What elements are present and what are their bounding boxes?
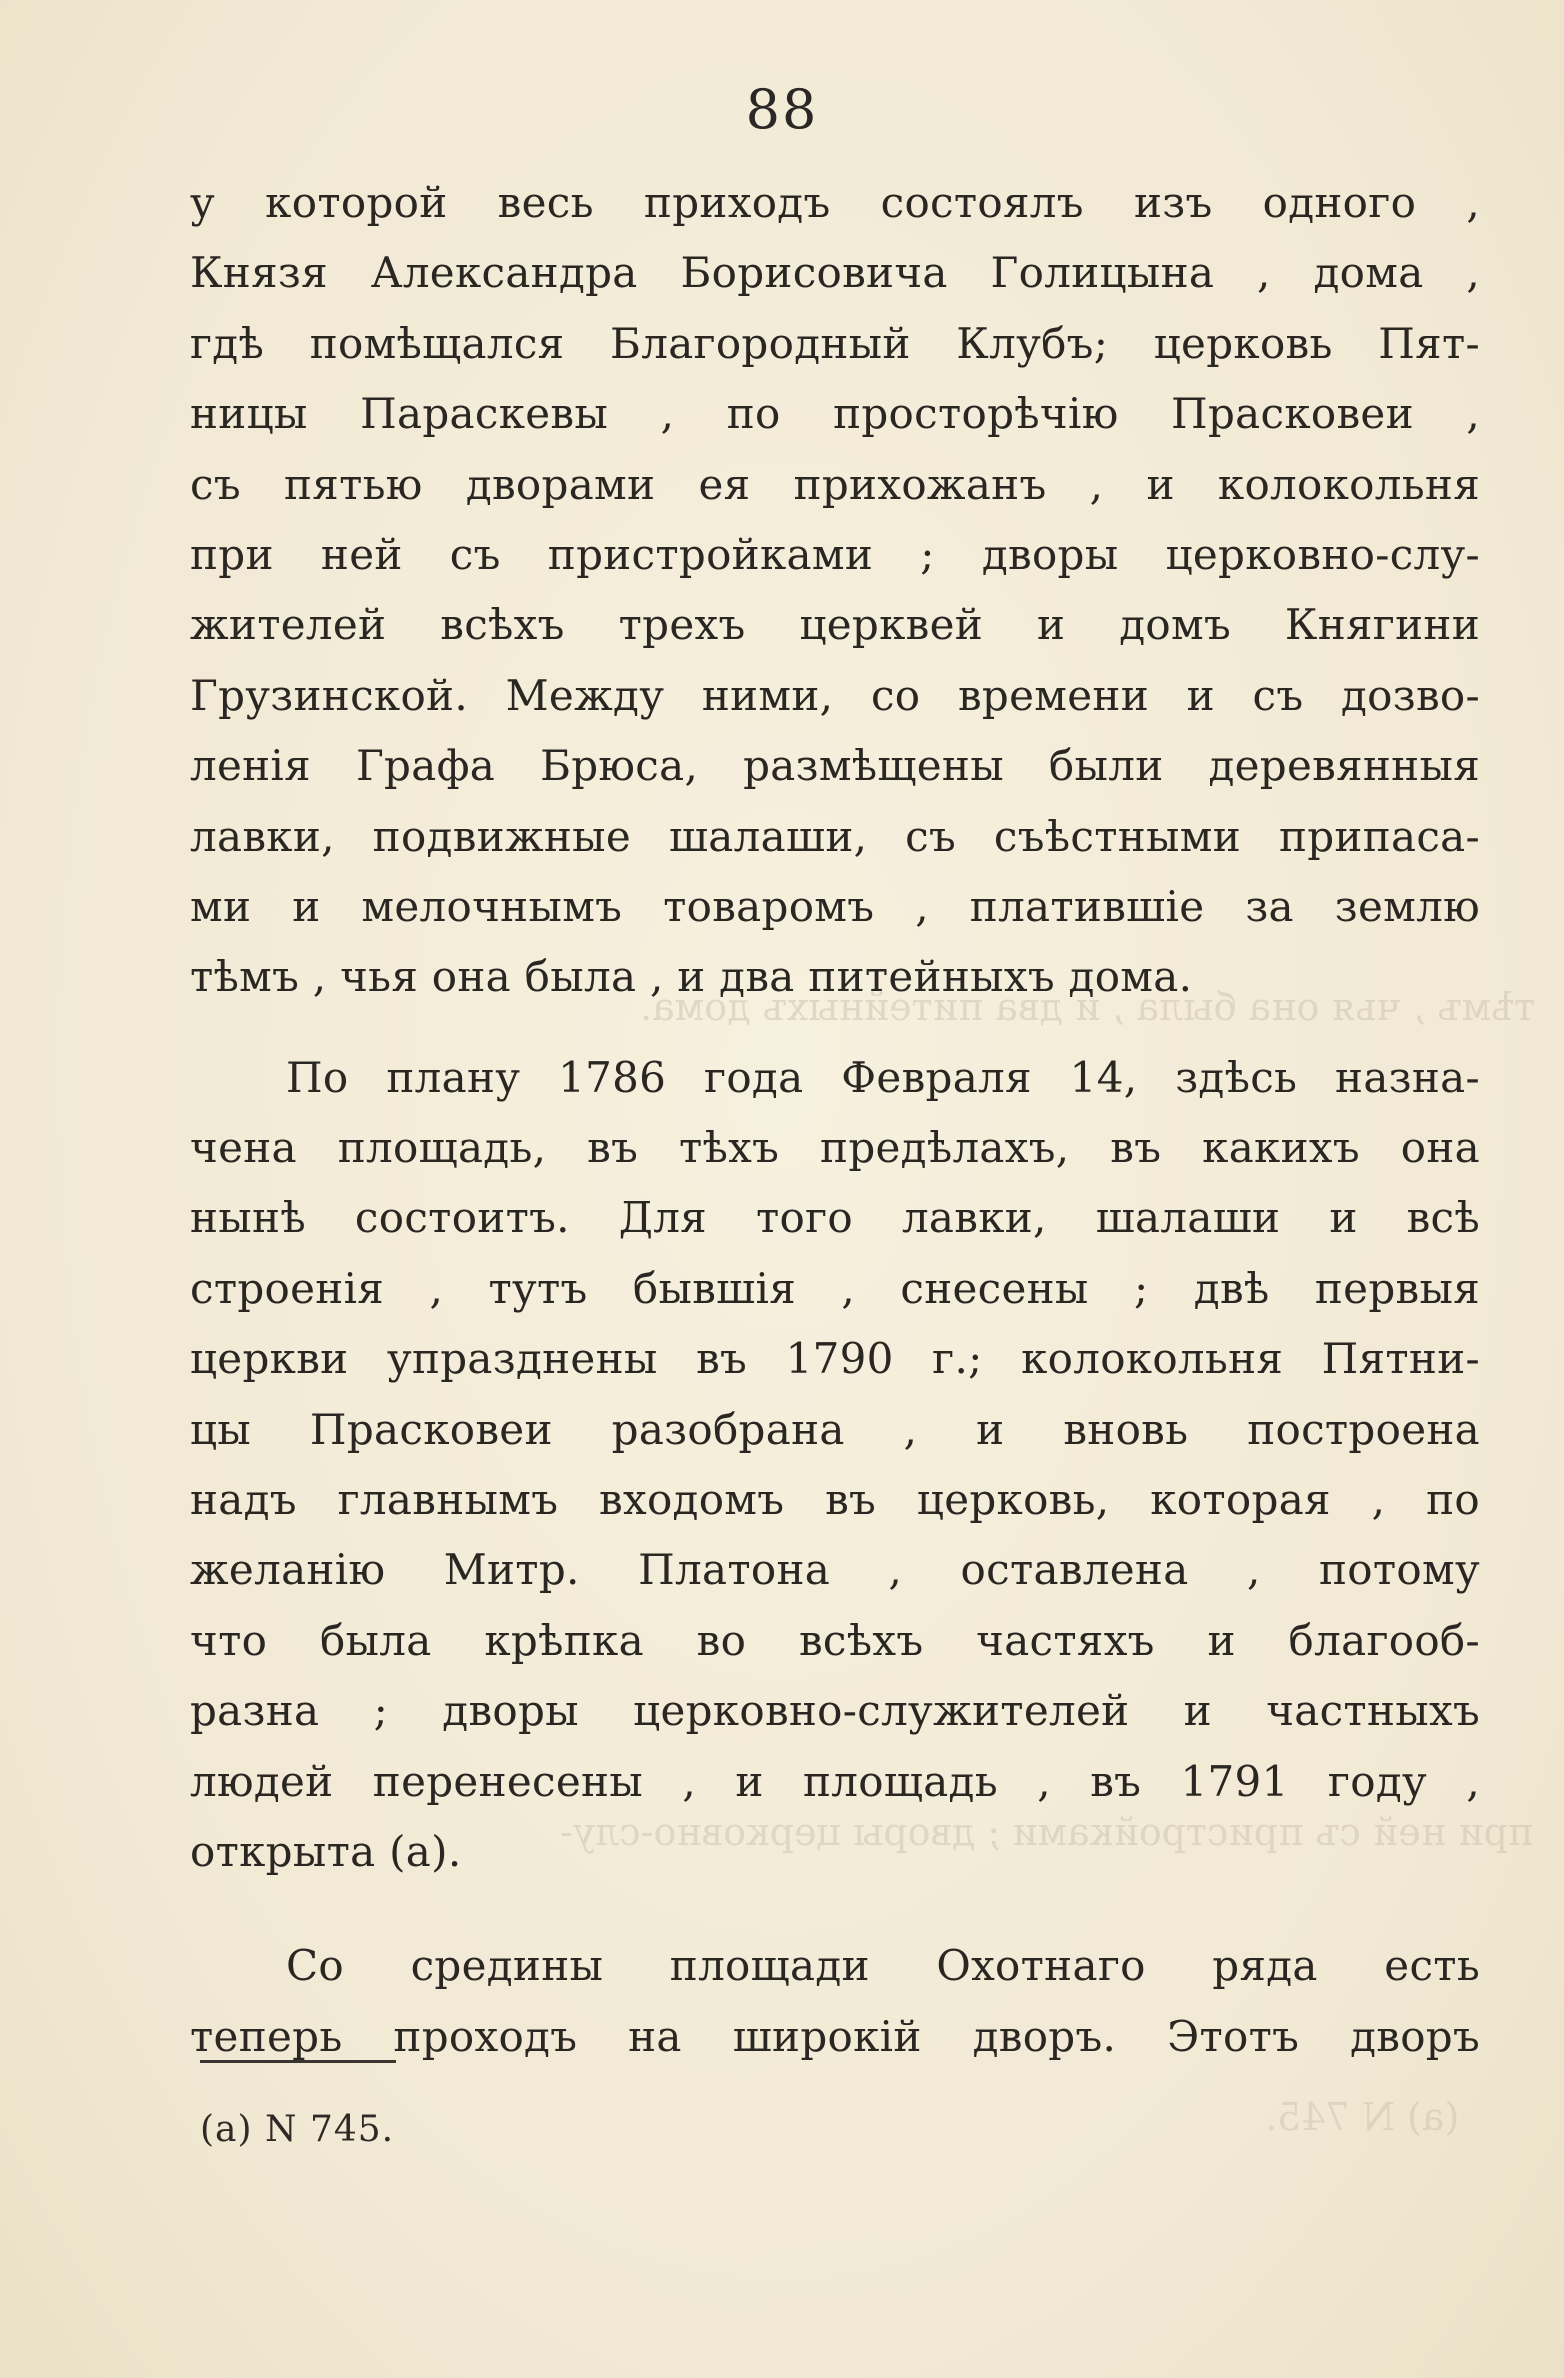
text-line: Князя Александра Борисовича Голицына , дома , — [190, 248, 1480, 298]
text-line: у которой весь приходъ состоялъ изъ одного , — [190, 178, 1480, 227]
text-line: Грузинской. Между ними, со времени и съ дозво- — [190, 670, 1480, 720]
text-line: цы Прасковеи разобрана , и вновь построена — [190, 1404, 1480, 1454]
text-line: съ пятью дворами ея прихожанъ , и колокольня — [190, 459, 1480, 509]
text-line: нынѣ состоитъ. Для того лавки, шалаши и всѣ — [190, 1193, 1480, 1243]
paragraph-2 — [190, 1043, 1480, 1888]
show-through-text: тѣмъ , чья она была , и два питейныхъ дома. — [640, 985, 1536, 1029]
page-number: 88 — [745, 78, 819, 141]
text-line: жителей всѣхъ трехъ церквей и домъ Княгини — [190, 600, 1480, 650]
text-line: гдѣ помѣщался Благородный Клубъ; церковь Пят- — [190, 318, 1480, 368]
text-line: тѣмъ , чья она была , и два питейныхъ дома. — [190, 952, 1193, 1002]
footnote: (а) N 745. — [200, 2109, 395, 2150]
text-line: людей перенесены , и площадь , въ 1791 году , — [190, 1756, 1480, 1806]
text-line: чена площадь, въ тѣхъ предѣлахъ, въ какихъ она — [190, 1123, 1480, 1173]
text-line: теперь проходъ на широкій дворъ. Этотъ дворъ — [190, 2011, 1480, 2061]
text-line: По плану 1786 года Февраля 14, здѣсь назна- — [286, 1052, 1480, 1102]
text-line: ленія Графа Брюса, размѣщены были деревянныя — [190, 741, 1480, 791]
text-line: ми и мелочнымъ товаромъ , платившіе за землю — [190, 881, 1480, 931]
text-line: Со средины площади Охотнаго ряда есть — [286, 1941, 1480, 1991]
text-line: желанію Митр. Платона , оставлена , потому — [190, 1545, 1480, 1595]
paragraph-3 — [190, 1931, 1480, 2072]
text-line: открыта (а). — [190, 1826, 462, 1876]
text-line: ницы Параскевы , по просторѣчію Прасковеи , — [190, 389, 1480, 439]
show-through-text: при ней съ пристройками ; дворы церковно-слу- — [560, 1810, 1534, 1854]
text-line: при ней съ пристройками ; дворы церковно-слу- — [190, 529, 1480, 579]
text-line: разна ; дворы церковно-служителей и частныхъ — [190, 1686, 1480, 1736]
text-line: церкви упразднены въ 1790 г.; колокольня Пятни- — [190, 1334, 1480, 1384]
body-text — [190, 168, 1480, 2072]
footnote-rule — [200, 2060, 396, 2063]
text-line: что была крѣпка во всѣхъ частяхъ и благооб- — [190, 1615, 1480, 1665]
show-through-text: (а) N 745. — [1265, 2095, 1460, 2139]
text-line: надъ главнымъ входомъ въ церковь, которая , по — [190, 1475, 1480, 1525]
text-line: строенія , тутъ бывшія , снесены ; двѣ первыя — [190, 1263, 1480, 1313]
text-line: лавки, подвижные шалаши, съ съѣстными припаса- — [190, 811, 1480, 861]
paragraph-1 — [190, 168, 1480, 1013]
